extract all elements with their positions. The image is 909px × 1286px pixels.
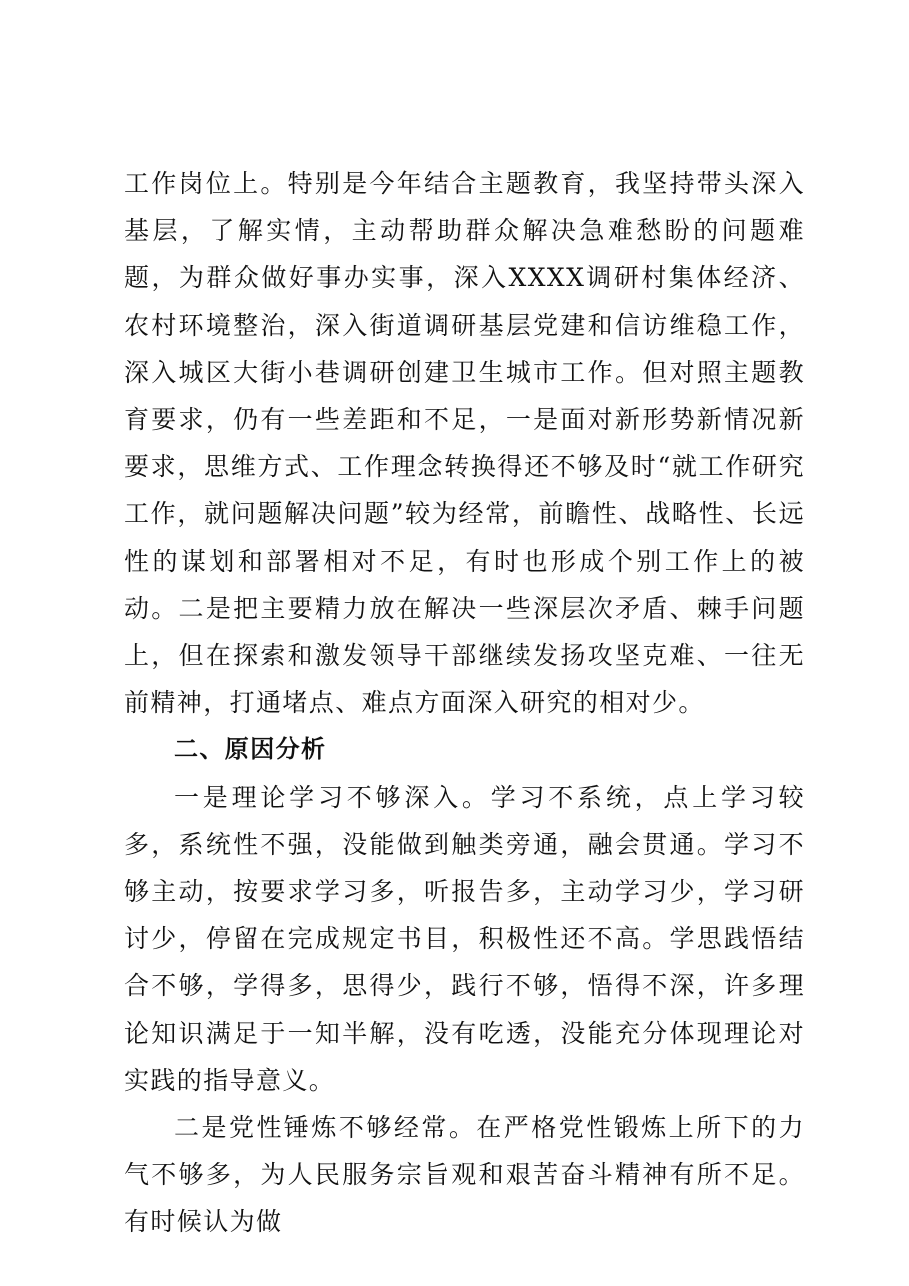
- section-heading: 二、原因分析: [174, 735, 327, 764]
- paragraph-party-spirit: 二是党性锤炼不够经常。在严格党性锻炼上所下的力气不够多，为人民服务宗旨观和艰苦奋斗精神有所不足。有时候认为做: [124, 1113, 805, 1237]
- document-body: [124, 160, 805, 1246]
- paragraph-theory-study: 一是理论学习不够深入。学习不系统，点上学习较多，系统性不强，没能做到触类旁通，融会贯通。学习不够主动，按要求学习多，听报告多，主动学习少，学习研讨少，停留在完成规定书目，积极性还不高。学思践悟结合不够，学得多，思得少，践行不够，悟得不深，许多理论知识满足于一知半解，没有吃透，没能充分体现理论对实践的指导意义。: [124, 782, 805, 1095]
- paragraph-continued: 工作岗位上。特别是今年结合主题教育，我坚持带头深入基层，了解实情，主动帮助群众解决急难愁盼的问题难题，为群众做好事办实事，深入XXXX调研村集体经济、农村环境整治，深入街道调研基层党建和信访维稳工作，深入城区大街小巷调研创建卫生城市工作。但对照主题教育要求，仍有一些差距和不足，一是面对新形势新情况新要求，思维方式、工作理念转换得还不够及时“就工作研究工作，就问题解决问题”较为经常，前瞻性、战略性、长远性的谋划和部署相对不足，有时也形成个别工作上的被动。二是把主要精力放在解决一些深层次矛盾、棘手问题上，但在探索和激发领导干部继续发扬攻坚克难、一往无前精神，打通堵点、难点方面深入研究的相对少。: [124, 169, 805, 718]
